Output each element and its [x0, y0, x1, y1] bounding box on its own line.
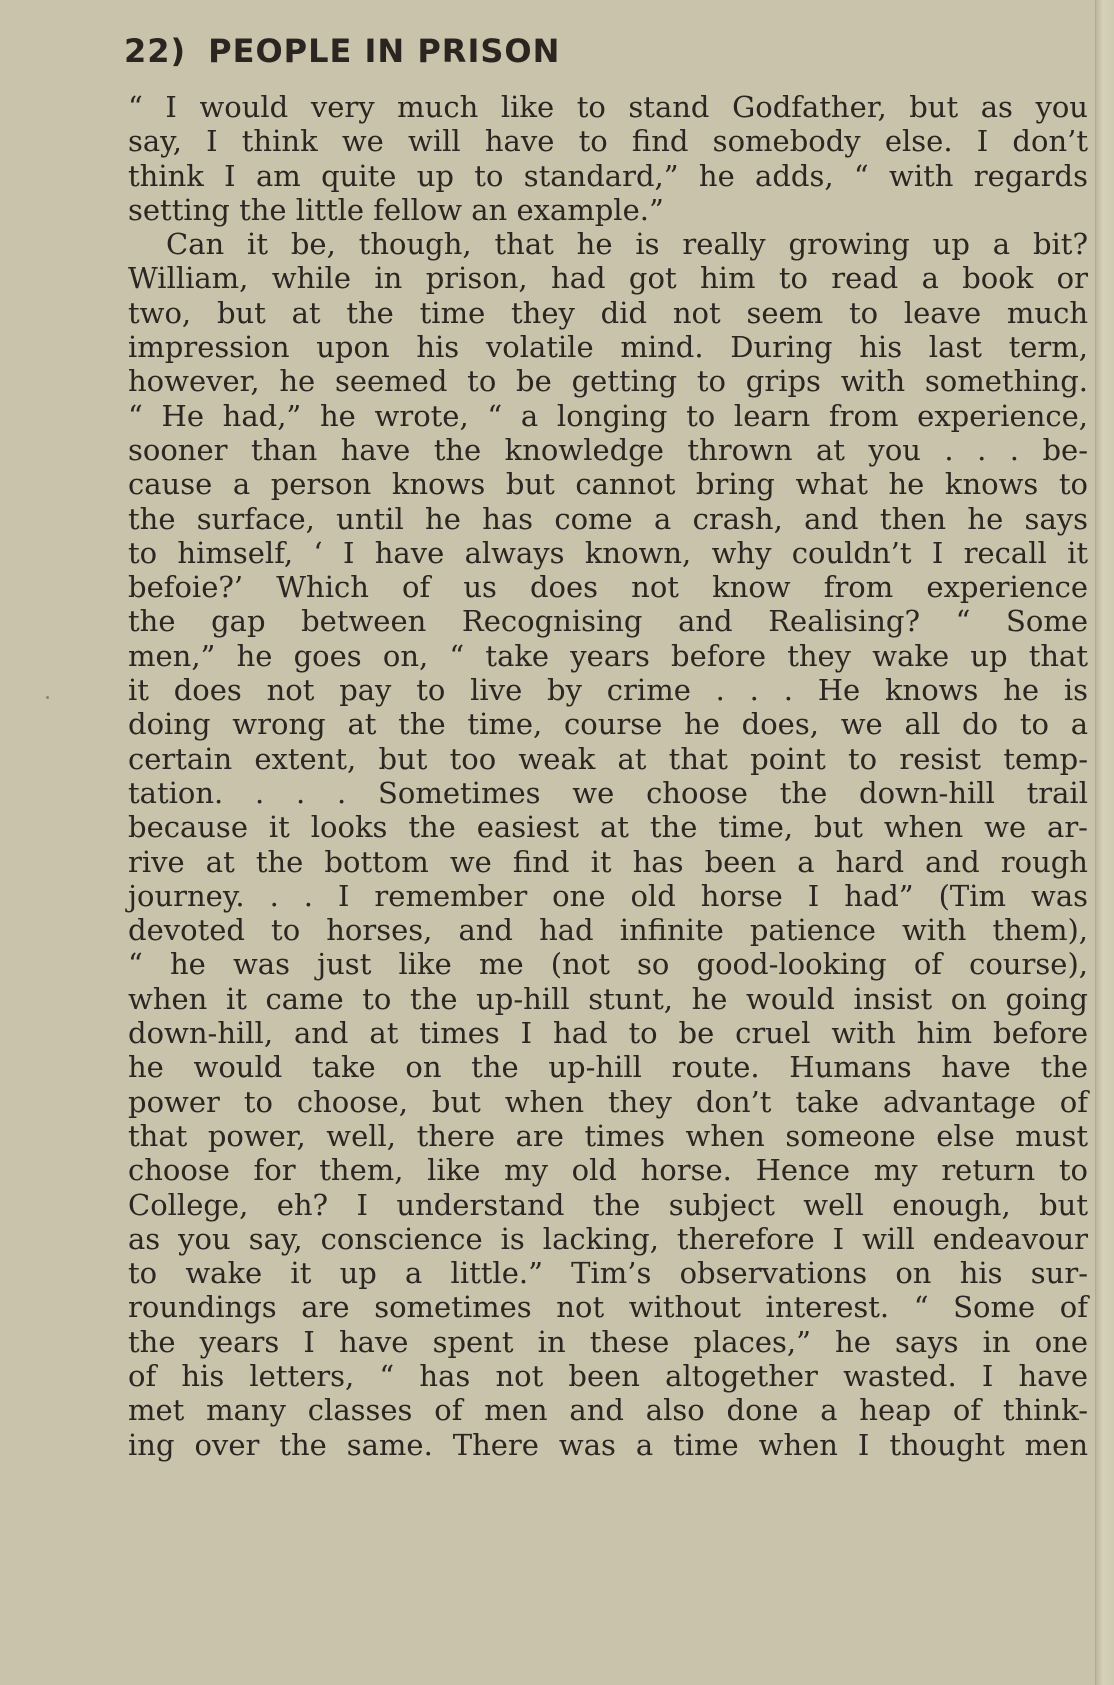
text-line: rive at the bottom we find it has been a hard and rough: [128, 844, 1088, 879]
text-line: cause a person knows but cannot bring what he knows to: [128, 467, 1088, 502]
text-line: think I am quite up to standard,” he adds, “ with regards: [128, 158, 1088, 193]
text-line: choose for them, like my old horse. Hence my return to: [128, 1153, 1088, 1188]
text-line: “ he was just like me (not so good-looking of course),: [128, 947, 1088, 982]
text-line: he would take on the up-hill route. Humans have the: [128, 1050, 1088, 1085]
text-line: befoie?’ Which of us does not know from experience: [128, 570, 1088, 605]
text-line: when it came to the up-hill stunt, he would insist on going: [128, 981, 1088, 1016]
margin-speck: [46, 696, 49, 699]
text-line: setting the little fellow an example.”: [128, 192, 664, 227]
text-line: College, eh? I understand the subject well enough, but: [128, 1187, 1088, 1222]
text-line: met many classes of men and also done a heap of think-: [128, 1393, 1088, 1428]
text-line: Can it be, though, that he is really growing up a bit?: [166, 227, 1088, 262]
text-line: the gap between Recognising and Realising? “ Some: [128, 604, 1088, 639]
text-line: “ He had,” he wrote, “ a longing to learn from experience,: [128, 398, 1088, 433]
text-line: doing wrong at the time, course he does, we all do to a: [128, 707, 1088, 742]
text-line: tation. . . . Sometimes we choose the down-hill trail: [128, 775, 1088, 810]
text-line: of his letters, “ has not been altogether wasted. I have: [128, 1358, 1088, 1393]
text-line: William, while in prison, had got him to read a book or: [128, 261, 1088, 296]
text-line: that power, well, there are times when someone else must: [128, 1118, 1088, 1153]
running-title: PEOPLE IN PRISON: [208, 32, 561, 70]
text-line: impression upon his volatile mind. During his last term,: [128, 330, 1088, 365]
text-line: the surface, until he has come a crash, and then he says: [128, 501, 1088, 536]
body-text: [128, 90, 1088, 1462]
page-number: 22): [124, 32, 187, 70]
text-line: journey. . . I remember one old horse I had” (Tim was: [128, 878, 1088, 913]
text-line: sooner than have the knowledge thrown at you . . . be-: [128, 432, 1088, 467]
text-line: it does not pay to live by crime . . . He knows he is: [128, 673, 1088, 708]
text-line: because it looks the easiest at the time, but when we ar-: [128, 810, 1088, 845]
text-line: devoted to horses, and had infinite patience with them),: [128, 913, 1088, 948]
text-line: power to choose, but when they don’t take advantage of: [128, 1084, 1088, 1119]
text-line: say, I think we will have to find somebody else. I don’t: [128, 124, 1088, 159]
text-line: certain extent, but too weak at that point to resist temp-: [128, 741, 1088, 776]
text-line: men,” he goes on, “ take years before they wake up that: [128, 638, 1088, 673]
facing-page-edge: [1095, 0, 1114, 1685]
text-line: as you say, conscience is lacking, therefore I will endeavour: [128, 1221, 1088, 1256]
running-header: [124, 32, 560, 70]
text-line: the years I have spent in these places,” he says in one: [128, 1324, 1088, 1359]
text-line: “ I would very much like to stand Godfather, but as you: [128, 90, 1088, 124]
text-line: roundings are sometimes not without interest. “ Some of: [128, 1290, 1088, 1325]
text-line: however, he seemed to be getting to grips with something.: [128, 364, 1088, 399]
text-line: to himself, ‘ I have always known, why couldn’t I recall it: [128, 535, 1088, 570]
text-line: down-hill, and at times I had to be cruel with him before: [128, 1016, 1088, 1051]
text-line: ing over the same. There was a time when I thought men: [128, 1427, 1088, 1462]
text-line: two, but at the time they did not seem to leave much: [128, 295, 1088, 330]
text-line: to wake it up a little.” Tim’s observations on his sur-: [128, 1256, 1088, 1291]
